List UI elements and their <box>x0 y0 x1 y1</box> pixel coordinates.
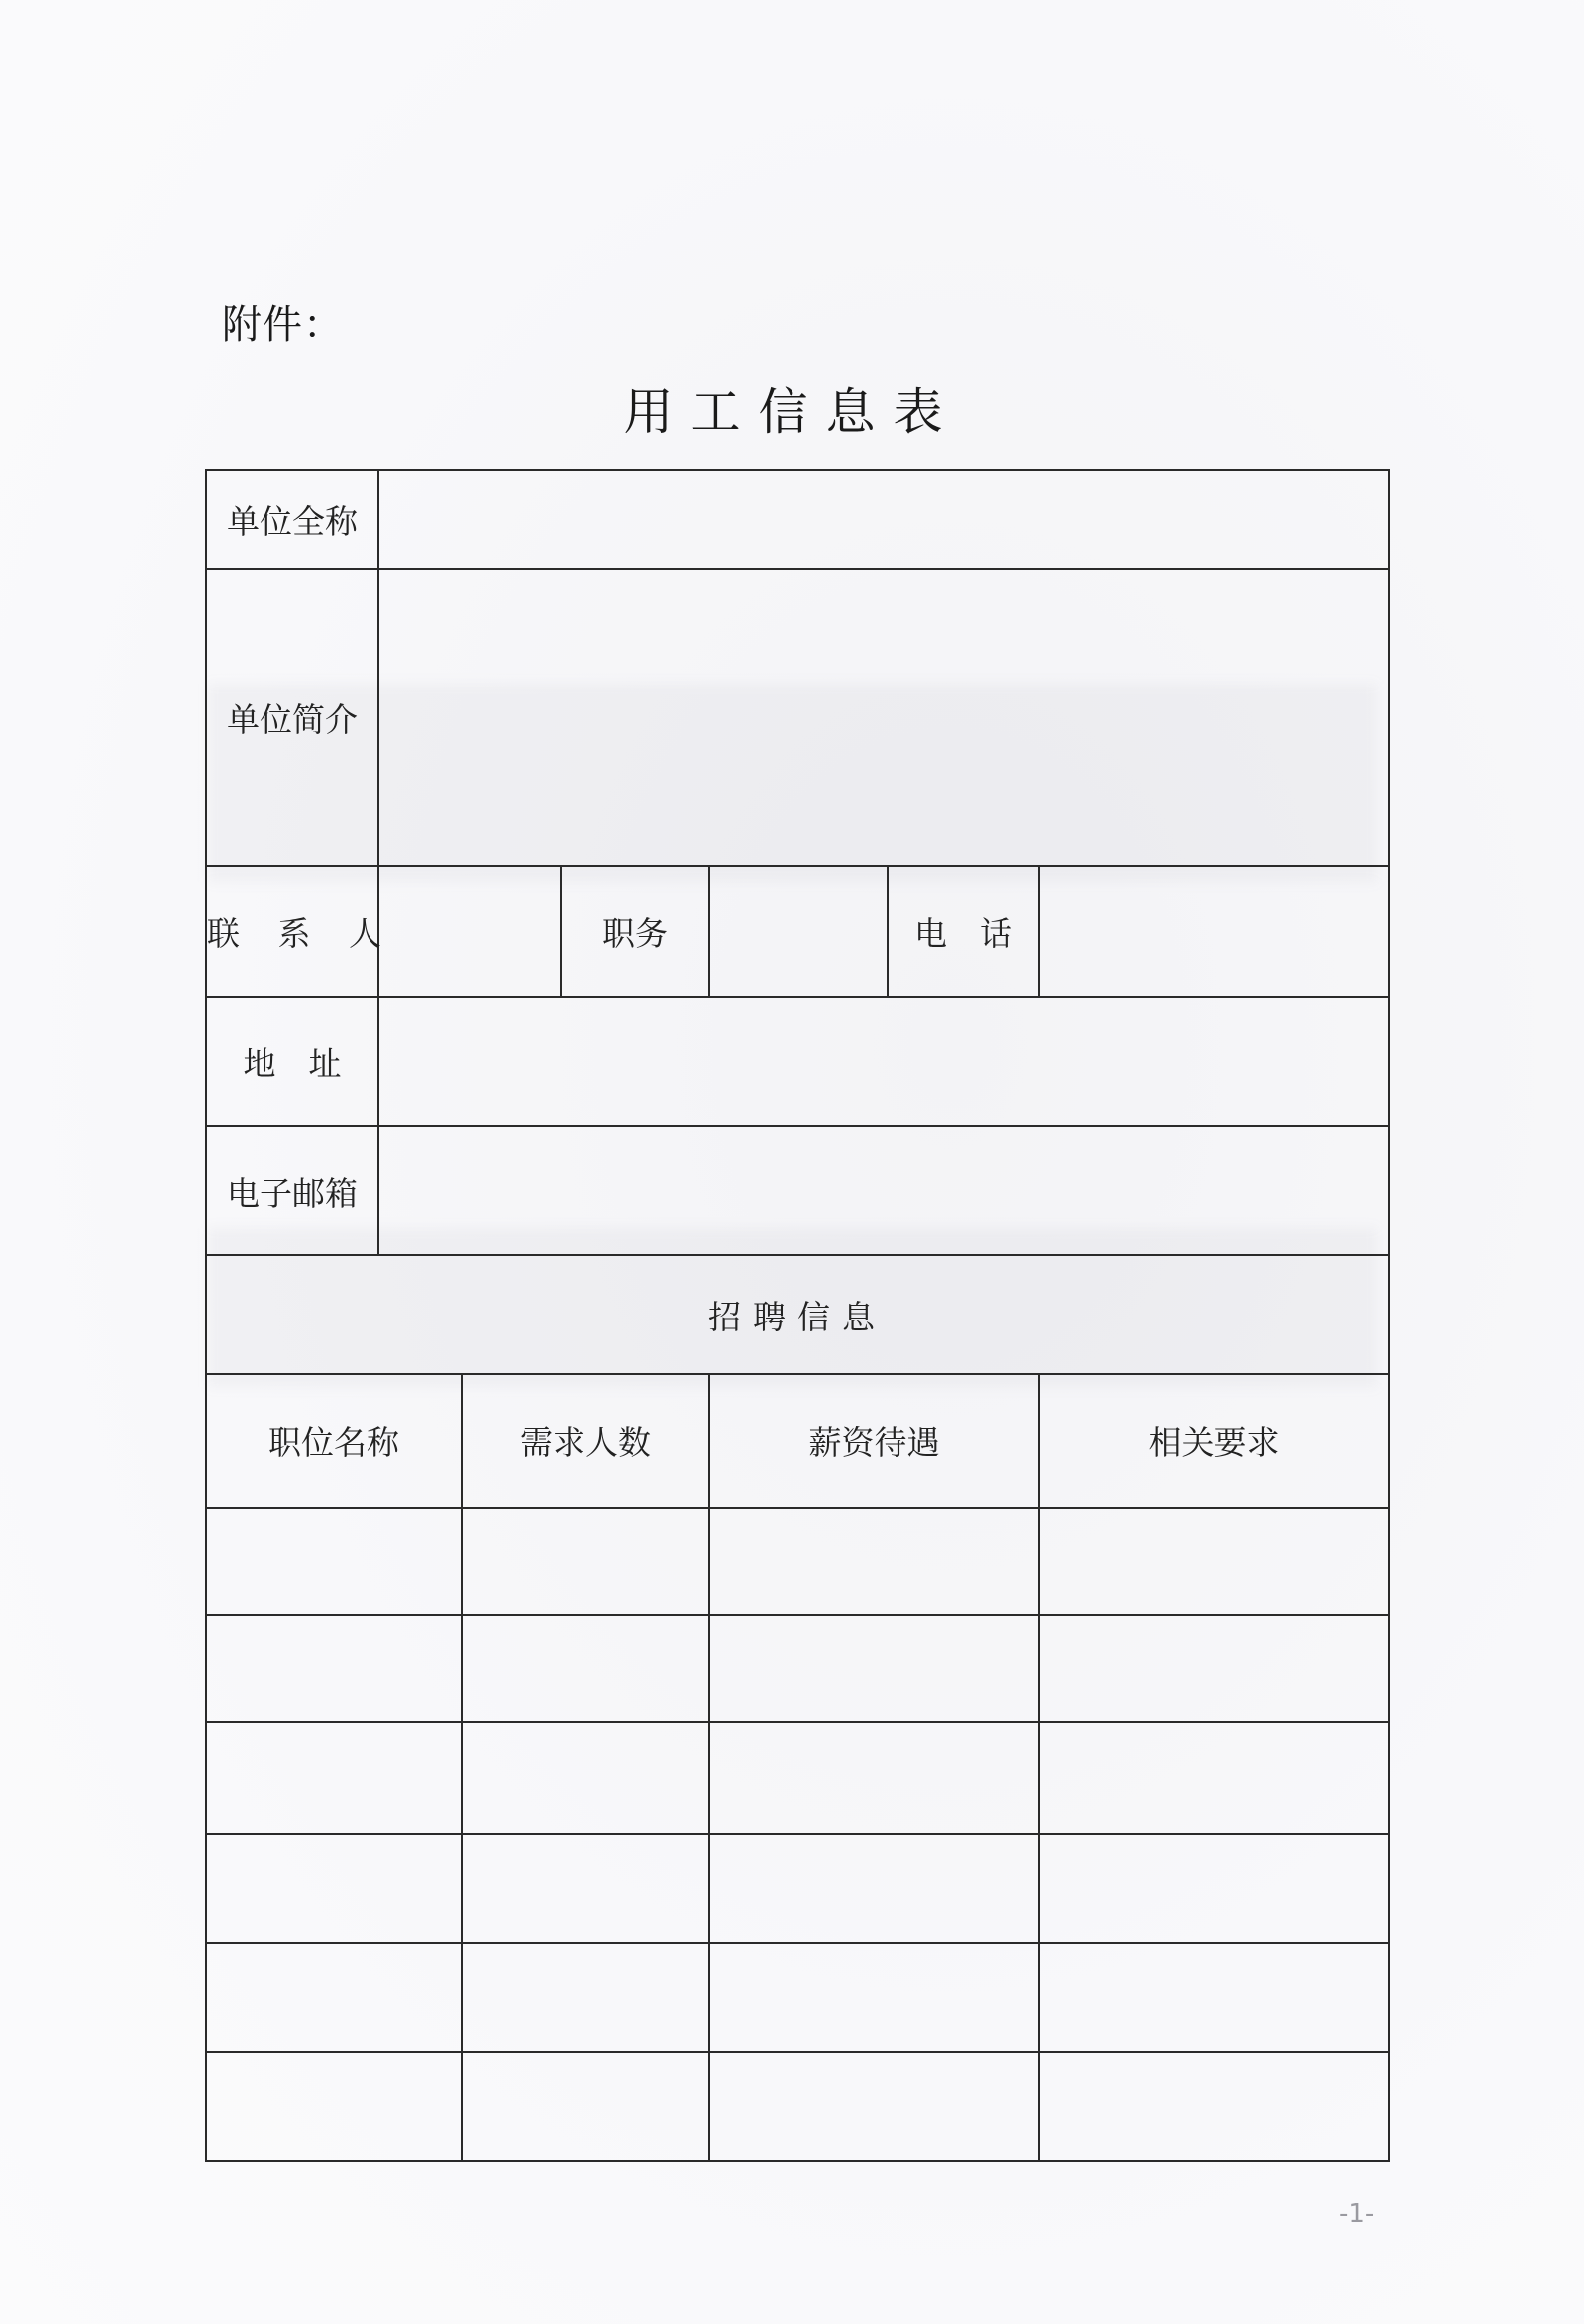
headcount-cell[interactable] <box>462 1943 709 2052</box>
recruitment-section-row <box>206 1255 1389 1374</box>
contact-row <box>206 866 1389 997</box>
table-row <box>206 1834 1389 1943</box>
job-title-cell[interactable] <box>206 1508 462 1615</box>
headcount-cell[interactable] <box>462 2052 709 2161</box>
recruitment-section-title: 招聘信息 <box>206 1255 1389 1374</box>
salary-cell[interactable] <box>709 2052 1039 2161</box>
email-row <box>206 1126 1389 1255</box>
address-label: 地 址 <box>206 997 378 1126</box>
contact-person-field[interactable] <box>378 866 561 997</box>
company-intro-row <box>206 569 1389 866</box>
employment-info-table <box>205 469 1390 2162</box>
table-row <box>206 1722 1389 1834</box>
job-title-cell[interactable] <box>206 1615 462 1722</box>
table-row <box>206 1615 1389 1722</box>
salary-cell[interactable] <box>709 1508 1039 1615</box>
job-title-cell[interactable] <box>206 2052 462 2161</box>
email-field[interactable] <box>378 1126 1389 1255</box>
job-title-cell[interactable] <box>206 1722 462 1834</box>
company-intro-label: 单位简介 <box>206 569 378 866</box>
job-title-cell[interactable] <box>206 1834 462 1943</box>
company-name-label: 单位全称 <box>206 470 378 569</box>
salary-cell[interactable] <box>709 1834 1039 1943</box>
salary-cell[interactable] <box>709 1615 1039 1722</box>
requirements-cell[interactable] <box>1039 2052 1389 2161</box>
page-number: -1- <box>1339 2199 1375 2229</box>
company-name-field[interactable] <box>378 470 1389 569</box>
requirements-cell[interactable] <box>1039 1834 1389 1943</box>
job-title-cell[interactable] <box>206 1943 462 2052</box>
address-row <box>206 997 1389 1126</box>
contact-person-label: 联 系 人 <box>206 866 378 997</box>
headcount-cell[interactable] <box>462 1834 709 1943</box>
salary-cell[interactable] <box>709 1943 1039 2052</box>
column-header-requirements: 相关要求 <box>1039 1374 1389 1508</box>
company-intro-field[interactable] <box>378 569 1389 866</box>
requirements-cell[interactable] <box>1039 1615 1389 1722</box>
position-field[interactable] <box>709 866 888 997</box>
phone-field[interactable] <box>1039 866 1389 997</box>
table-row <box>206 2052 1389 2161</box>
column-header-job-title: 职位名称 <box>206 1374 462 1508</box>
column-header-salary: 薪资待遇 <box>709 1374 1039 1508</box>
table-row <box>206 1508 1389 1615</box>
form-title: 用工信息表 <box>623 383 961 441</box>
table-row <box>206 1943 1389 2052</box>
recruitment-header-row <box>206 1374 1389 1508</box>
attachment-label: 附件： <box>222 302 344 348</box>
address-field[interactable] <box>378 997 1389 1126</box>
requirements-cell[interactable] <box>1039 1508 1389 1615</box>
email-label: 电子邮箱 <box>206 1126 378 1255</box>
company-name-row <box>206 470 1389 569</box>
column-header-headcount: 需求人数 <box>462 1374 709 1508</box>
phone-label: 电 话 <box>888 866 1039 997</box>
position-label: 职务 <box>561 866 709 997</box>
headcount-cell[interactable] <box>462 1508 709 1615</box>
headcount-cell[interactable] <box>462 1615 709 1722</box>
headcount-cell[interactable] <box>462 1722 709 1834</box>
salary-cell[interactable] <box>709 1722 1039 1834</box>
requirements-cell[interactable] <box>1039 1943 1389 2052</box>
requirements-cell[interactable] <box>1039 1722 1389 1834</box>
